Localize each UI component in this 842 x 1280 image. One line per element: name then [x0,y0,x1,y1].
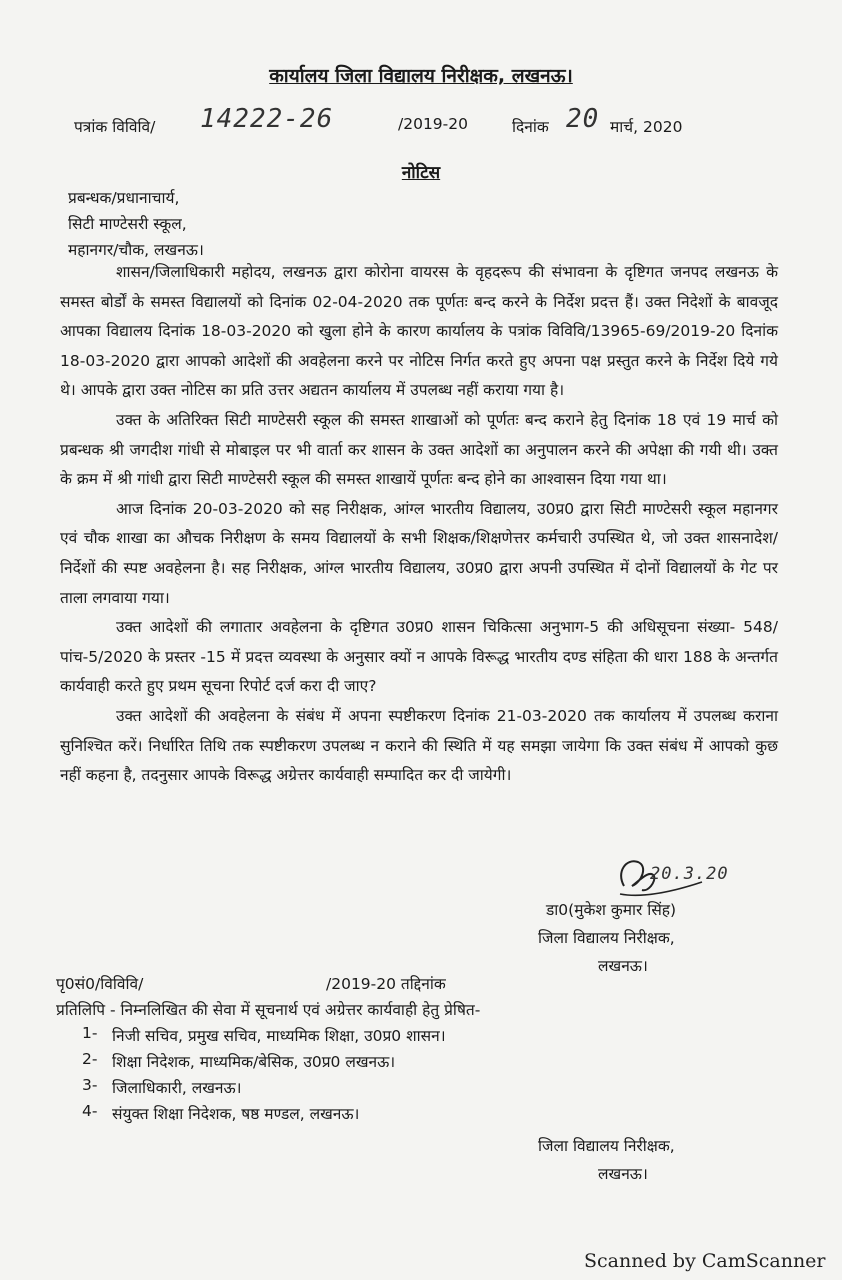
recipient-line: प्रबन्धक/प्रधानाचार्य, [68,189,180,207]
copy-item-text: शिक्षा निदेशक, माध्यमिक/बेसिक, उ0प्र0 लखनऊ। [112,1053,396,1071]
copy-item-text: संयुक्त शिक्षा निदेशक, षष्ठ मण्डल, लखनऊ। [112,1105,360,1123]
date-month-year: मार्च, 2020 [610,118,683,136]
body-paragraph: आज दिनांक 20-03-2020 को सह निरीक्षक, आंग्ल भारतीय विद्यालय, उ0प्र0 द्वारा सिटी माण्टेसरी स्कूल महानगर एवं चौक शाखा का औचक निरीक्षण के समय विद्यालयों के सभी शिक्षक/शिक्षणेत्तर कर्मचारी उपस्थित थे, जो उक्त शासनादेश/ निर्देशों की स्पष्ट अवहेलना है। सह निरीक्षक, आंग्ल भारतीय विद्यालय, उ0प्र0 द्वारा अपनी उपस्थित में दोनों विद्यालयों के गेट पर ताला लगवाया गया। [60,499,778,607]
signatory-place: लखनऊ। [598,957,648,975]
body-paragraph: उक्त के अतिरिक्त सिटी माण्टेसरी स्कूल की समस्त शाखाओं को पूर्णतः बन्द कराने हेतु दिनांक 18 एवं 19 मार्च को प्रबन्धक श्री जगदीश गांधी से मोबाइल पर भी वार्ता कर शासन के उक्त आदेशों का अनुपालन करने की अपेक्षा की गयी थी। उक्त के क्रम में श्री गांधी द्वारा सिटी माण्टेसरी स्कूल की समस्त शाखायें पूर्णतः बन्द होने का आश्वासन दिया गया था। [60,410,778,489]
scanner-watermark: Scanned by CamScanner [584,1250,826,1272]
copy-item-number: 1- [82,1024,98,1042]
copy-item-number: 3- [82,1076,98,1094]
copy-item-text: निजी सचिव, प्रमुख सचिव, माध्यमिक शिक्षा, उ0प्र0 शासन। [112,1027,446,1045]
body-paragraph: उक्त आदेशों की लगातार अवहेलना के दृष्टिगत उ0प्र0 शासन चिकित्सा अनुभाग-5 की अधिसूचना संख्या- 548/पांच-5/2020 के प्रस्तर -15 में प्रदत्त व्यवस्था के अनुसार क्यों न आपके विरूद्ध भारतीय दण्ड संहिता की धारा 188 के अन्तर्गत कार्यवाही करते हुए प्रथम सूचना रिपोर्ट दर्ज करा दी जाए? [60,618,778,696]
signatory-designation: जिला विद्यालय निरीक्षक, [538,929,675,947]
letter-year: /2019-20 [398,115,468,133]
copy-item-number: 4- [82,1102,98,1120]
notice-heading: नोटिस [401,163,441,183]
copy-ref-prefix: पृ0सं0/विविवि/ [56,975,144,993]
signatory-name: डा0(मुकेश कुमार सिंह) [546,901,677,919]
copy-ref-suffix: /2019-20 तद्दिनांक [326,975,446,993]
office-heading: कार्यालय जिला विद्यालय निरीक्षक, लखनऊ। [269,65,573,87]
body-paragraph: शासन/जिलाधिकारी महोदय, लखनऊ द्वारा कोरोना वायरस के वृहदरूप की संभावना के दृष्टिगत जनपद लखनऊ के समस्त बोर्डों के समस्त विद्यालयों को दिनांक 02-04-2020 तक पूर्णतः बन्द करने के निर्देश प्रदत्त हैं। उक्त निदेशों के बावजूद आपका विद्यालय दिनांक 18-03-2020 को खुला होने के कारण कार्यालय के पत्रांक विविवि/13965-69/2019-20 दिनांक 18-03-2020 द्वारा आपको आदेशों की अवहेलना करने पर नोटिस निर्गत करते हुए अपना पक्ष प्रस्तुत करने के निर्देश दिये गये थे। आपके द्वारा उक्त नोटिस का प्रति उत्तर अद्यतन कार्यालय में उपलब्ध नहीं कराया गया है। [60,263,778,400]
footer-place: लखनऊ। [598,1165,648,1183]
signature-date: 20.3.20 [650,864,729,884]
copy-item-number: 2- [82,1050,98,1068]
copy-item-text: जिलाधिकारी, लखनऊ। [112,1079,242,1097]
footer-designation: जिला विद्यालय निरीक्षक, [538,1137,675,1155]
handwritten-date-day: 20 [566,104,600,134]
handwritten-letter-number: 14222-26 [200,104,334,134]
notice-body [60,258,778,791]
copy-intro: प्रतिलिपि - निम्नलिखित की सेवा में सूचनार्थ एवं अग्रेत्तर कार्यवाही हेतु प्रेषित- [56,1001,481,1019]
body-paragraph: उक्त आदेशों की अवहेलना के संबंध में अपना स्पष्टीकरण दिनांक 21-03-2020 तक कार्यालय में उपलब्ध कराना सुनिश्चित करें। निर्धारित तिथि तक स्पष्टीकरण उपलब्ध न कराने की स्थिति में यह समझा जायेगा कि उक्त संबंध में आपको कुछ नहीं कहना है, तदनुसार आपके विरूद्ध अग्रेत्तर कार्यवाही सम्पादित कर दी जायेगी। [60,706,778,785]
date-label: दिनांक [512,118,549,136]
letter-number-prefix: पत्रांक विविवि/ [74,118,156,136]
recipient-line: महानगर/चौक, लखनऊ। [68,241,204,259]
recipient-line: सिटी माण्टेसरी स्कूल, [68,215,187,233]
